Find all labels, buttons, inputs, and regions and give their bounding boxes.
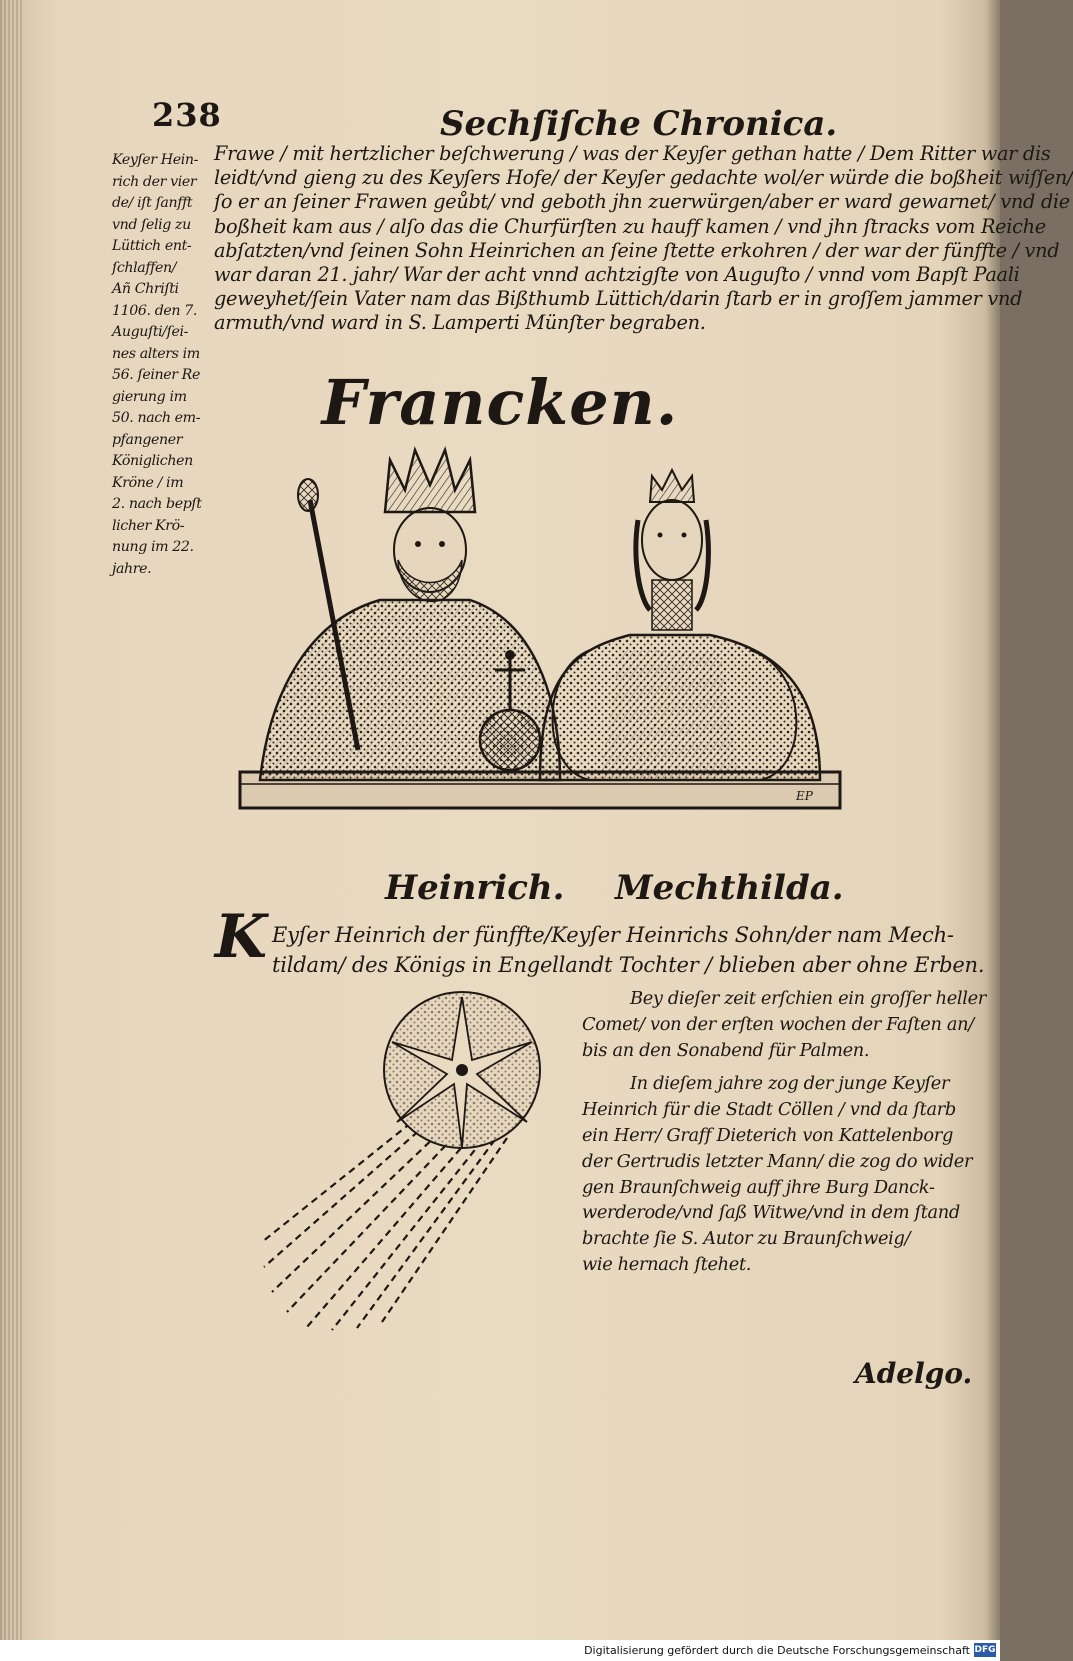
- running-head: Sechſiſche Chronica.: [440, 104, 838, 144]
- text-line: abſatzten/vnd ſeinen Sohn Heinrichen an ſeine ſtette erkohren / der war der fünffte / vnd: [214, 238, 1060, 262]
- margin-note-line: rich der vier: [112, 173, 197, 190]
- decorated-initial: K: [214, 902, 268, 972]
- margin-note-line: 1106. den 7.: [112, 302, 197, 319]
- footer-credit: Digitalisierung gefördert durch die Deutsche Forschungsgemeinschaft: [584, 1644, 970, 1657]
- text-line: ein Herr/ Graff Dieterich von Kattelenborg: [582, 1124, 953, 1146]
- side-column-text: [582, 986, 986, 1278]
- margin-note-line: nung im 22.: [112, 539, 194, 555]
- text-line: wie hernach ſtehet.: [582, 1253, 752, 1275]
- margin-note-line: Keyſer Hein-: [112, 152, 199, 168]
- margin-note-line: Königlichen: [112, 453, 193, 469]
- text-line: tildam/ des Königs in Engellandt Tochter / blieben aber ohne Erben.: [272, 953, 985, 977]
- margin-note-line: Añ Chriſti: [112, 281, 179, 297]
- text-line: boßheit kam aus / alſo das die Churfürſten zu hauff kamen / vnd jhn ſtracks vom Reiche: [214, 214, 1046, 238]
- catchword: Adelgo.: [855, 1357, 973, 1390]
- text-line: Heinrich für die Stadt Cöllen / vnd da ſtarb: [582, 1099, 956, 1121]
- page-number: 238: [152, 96, 222, 134]
- comet-illustration: [262, 982, 582, 1332]
- margin-note: [112, 150, 222, 580]
- text-line: Frawe / mit hertzlicher beſchwerung / was der Keyſer gethan hatte / Dem Ritter war dis: [214, 142, 1051, 165]
- margin-note-line: Lüttich ent-: [112, 238, 192, 254]
- text-line: der Gertrudis letzter Mann/ die zog do wider: [582, 1150, 973, 1172]
- text-line: gen Braunſchweig auff jhre Burg Danck-: [582, 1176, 935, 1198]
- margin-note-line: pfangener: [112, 431, 183, 448]
- text-line: brachte ſie S. Autor zu Braunſchweig/: [582, 1228, 911, 1250]
- margin-note-line: 56. ſeiner Re: [112, 367, 200, 383]
- margin-note-line: Kröne / im: [112, 474, 184, 491]
- figure-heinrich: [260, 450, 560, 780]
- figure-mechthilda: [540, 470, 820, 780]
- body-paragraph: [272, 920, 985, 980]
- text-line: bis an den Sonabend für Palmen.: [582, 1039, 870, 1061]
- dfg-logo-icon: DFG: [974, 1645, 996, 1655]
- margin-note-line: jahre.: [112, 560, 152, 577]
- margin-note-line: de/ iſt ſanfft: [112, 195, 193, 211]
- main-paragraph: [214, 142, 1073, 336]
- text-line: In dieſem jahre zog der junge Keyſer: [630, 1073, 950, 1095]
- text-line: ſo er an ſeiner Frawen geůbt/ vnd geboth jhn zuerwürgen/aber er ward gewarnet/ vnd die: [214, 190, 1070, 214]
- text-line: war daran 21. jahr/ War der acht vnnd achtzigſte von Auguſto / vnnd vom Bapſt Paali: [214, 263, 1020, 287]
- margin-note-line: ſchlaffen/: [112, 259, 177, 276]
- margin-note-line: vnd ſelig zu: [112, 216, 191, 233]
- margin-note-line: 50. nach em-: [112, 410, 201, 426]
- monogram: EP: [796, 789, 813, 803]
- caption-heinrich: Heinrich.: [385, 868, 565, 908]
- digitization-footer: [0, 1640, 1000, 1661]
- margin-note-line: nes alters im: [112, 345, 200, 362]
- margin-note-line: 2. nach bepſt: [112, 496, 202, 512]
- margin-note-line: Auguſti/ſei-: [112, 324, 189, 340]
- text-line: Eyſer Heinrich der fünffte/Keyſer Heinrichs Sohn/der nam Mech-: [272, 923, 954, 947]
- text-line: Bey dieſer zeit erſchien ein groſſer heller: [630, 988, 986, 1009]
- margin-note-line: licher Krö-: [112, 517, 185, 534]
- text-line: leidt/vnd gieng zu des Keyſers Hofe/ der Keyſer gedachte wol/er würde die boßheit wiſſen/: [214, 166, 1073, 190]
- text-line: geweyhet/ſein Vater nam das Bißthumb Lüttich/darin ſtarb er in groſſem jammer vnd: [214, 287, 1023, 311]
- woodcut-illustration: [240, 450, 860, 870]
- caption-mechthilda: Mechthilda.: [615, 868, 844, 908]
- text-line: armuth/vnd ward in S. Lamperti Münſter begraben.: [214, 311, 706, 335]
- text-line: werderode/vnd ſaß Witwe/vnd in dem ſtand: [582, 1202, 960, 1224]
- section-title: Francken.: [321, 366, 679, 439]
- margin-note-line: gierung im: [112, 388, 187, 405]
- text-line: Comet/ von der erſten wochen der Faſten an/: [582, 1013, 974, 1035]
